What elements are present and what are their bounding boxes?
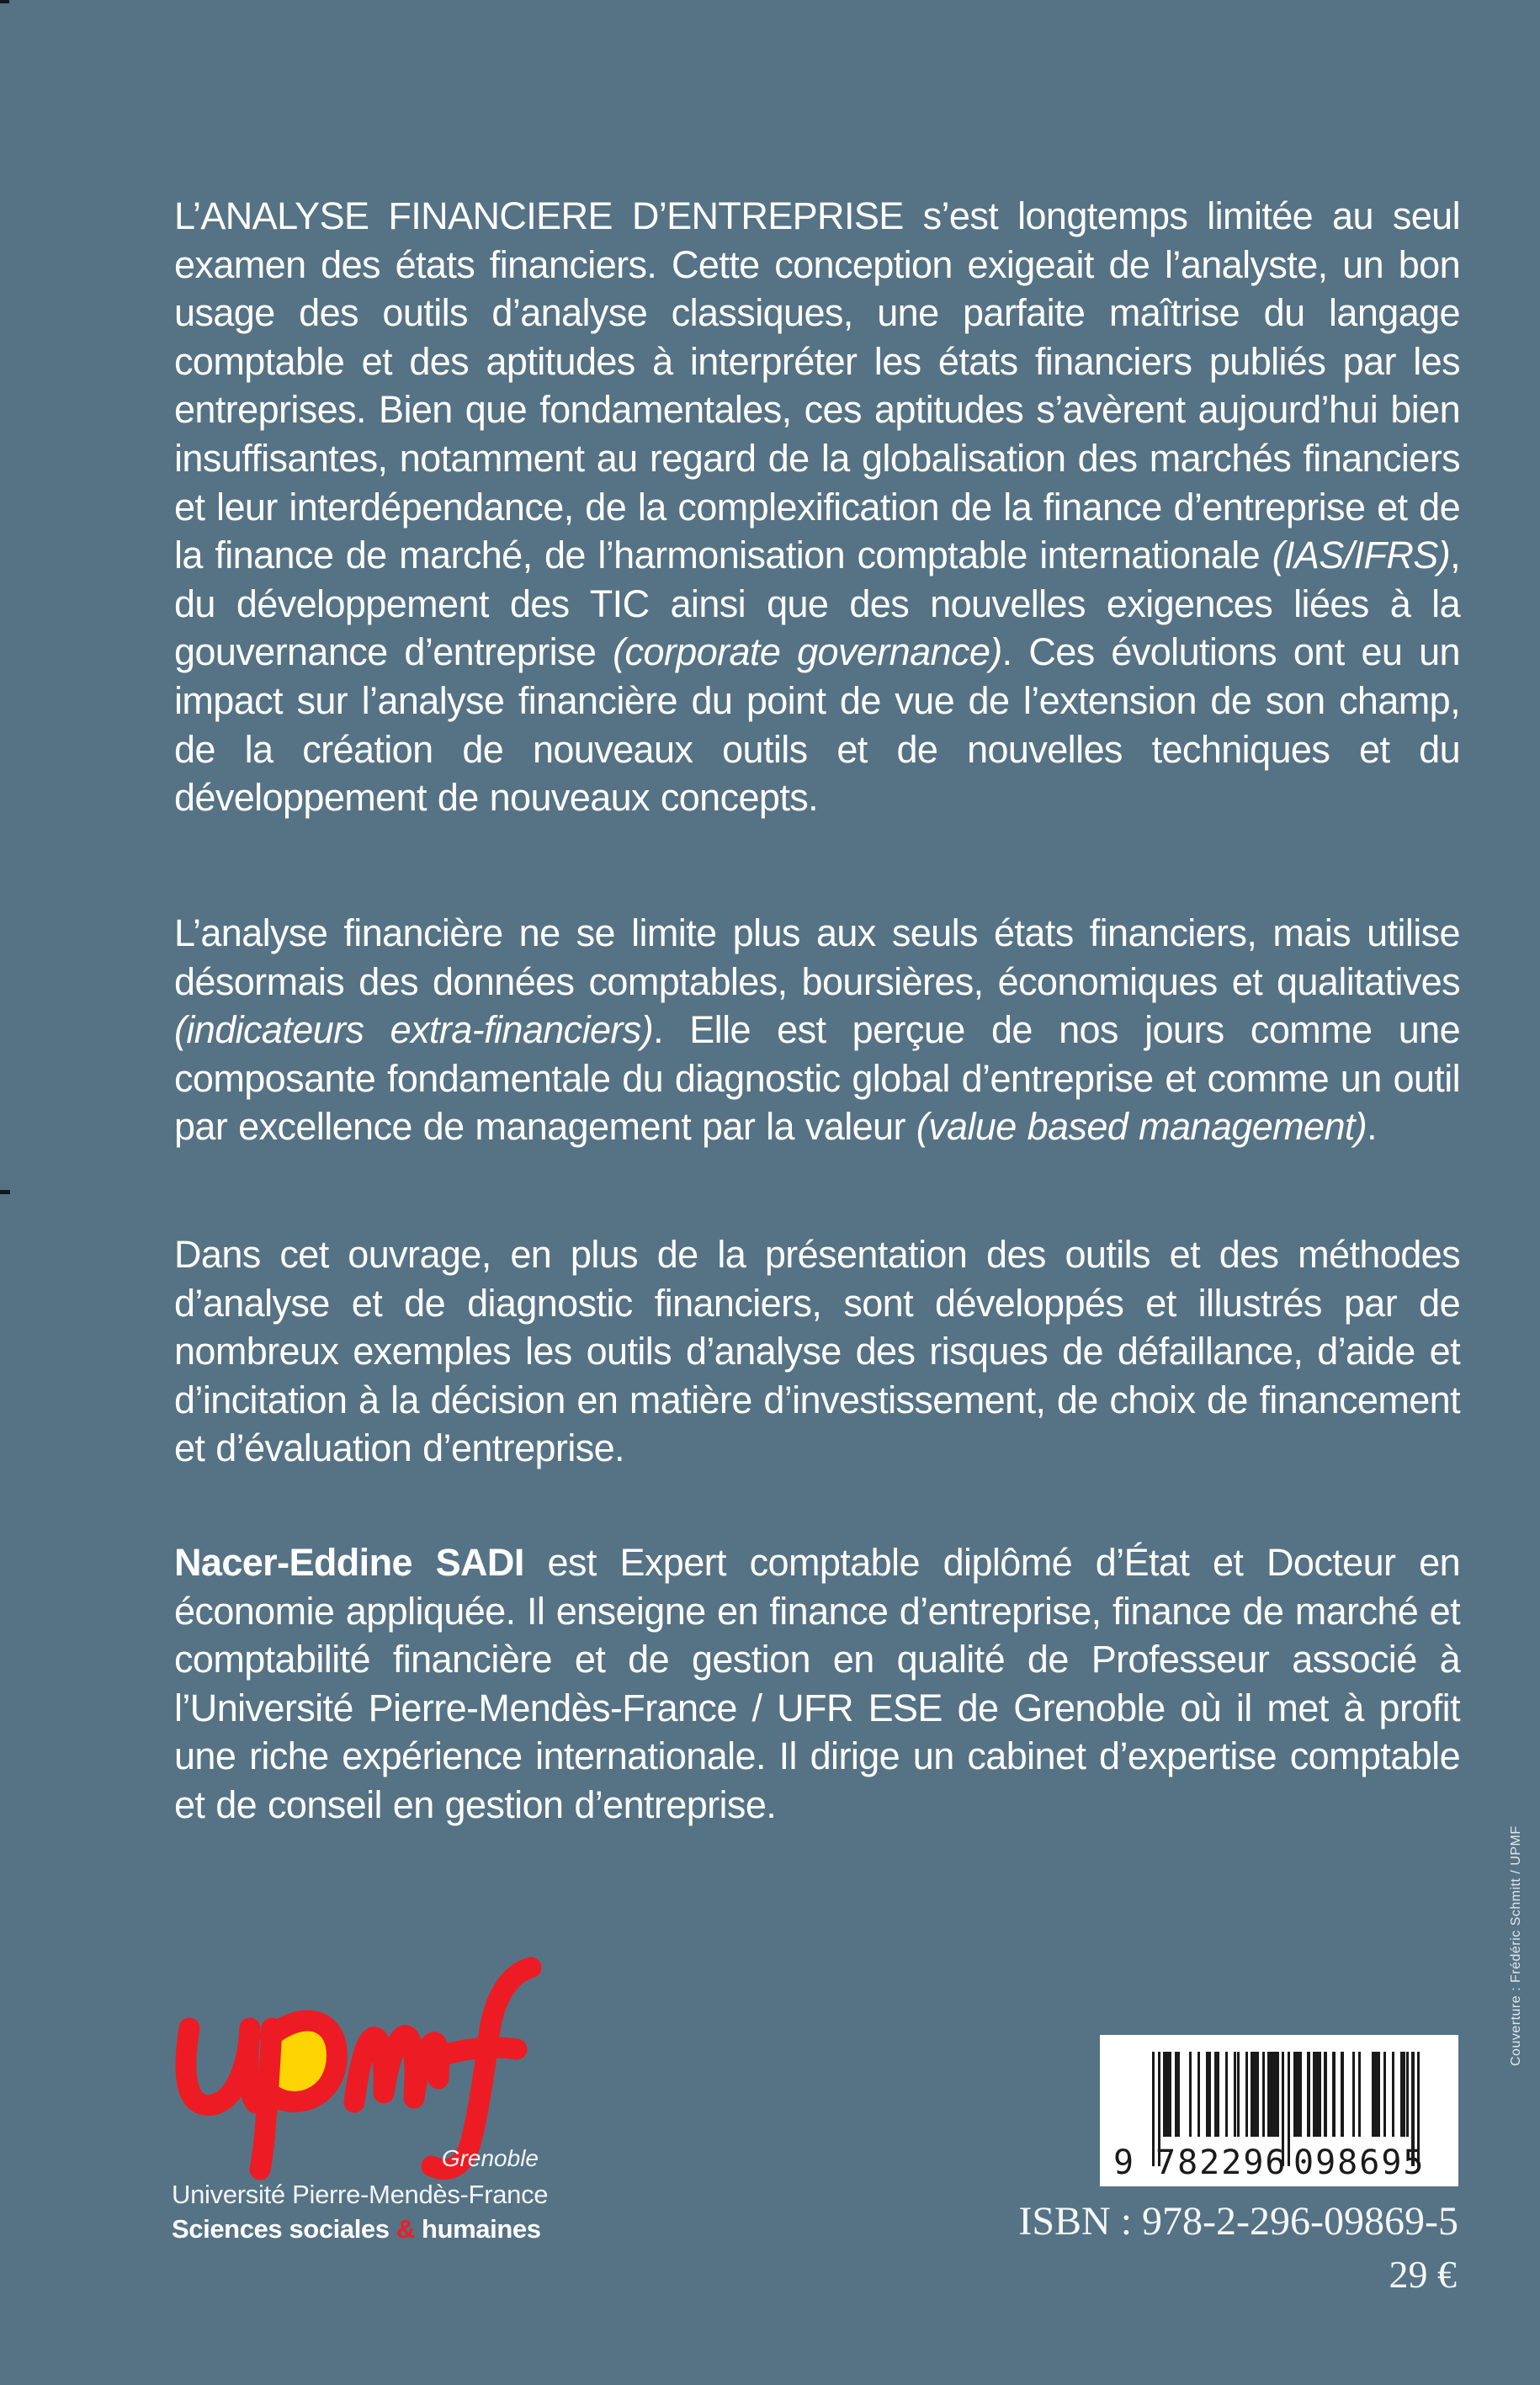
barcode-bar [1152,2052,1155,2166]
publisher-city: Grenoble [441,2145,539,2171]
isbn-text: ISBN : 978-2-296-09869-5 [1018,2199,1458,2244]
barcode-bar [1288,2052,1290,2166]
text-segment: (IAS/IFRS) [1272,534,1451,577]
barcode-bar [1324,2052,1326,2137]
barcode-bar [1237,2052,1240,2137]
synopsis-paragraph-2 [174,909,1460,1151]
crop-mark-left [0,1190,10,1194]
crop-mark-top [0,0,9,3]
barcode-bar [1256,2052,1259,2137]
text-segment: . Ces évolutions ont eu un impact sur l’analyse financière du point de vue de l’extension de son champ, de la création de nouveaux outils et de nouvelles techniques et du développement de nouveaux concepts. [174,630,1460,820]
text-segment: est Expert comptable diplômé d’État et Docteur en économie appliquée. Il enseigne en finance d’entreprise, finance de marché et comptabilité financière et de gestion en qualité de Professeur associé à l’Université Pierre-Mendès-France / UFR ESE de Grenoble où il met à profit une riche expérience internationale. Il dirige un cabinet d’expertise comptable et de conseil en gestion d’entreprise. [174,1541,1460,1826]
barcode-bar [1225,2052,1228,2137]
text-segment: L’ANALYSE FINANCIERE D’ENTREPRISE s’est longtemps limitée au seul examen des états financiers. Cette conception exigeait de l’analyste, un bon usage des outils d’analyse classiques, une parfaite maîtrise du langage comptable et des aptitudes à interpréter les états financiers publiés par les entreprises. Bien que fondamentales, ces aptitudes s’avèrent aujourd’hui bien insuffisantes, notamment au regard de la globalisation des marchés financiers et leur interdépendance, de la complexification de la finance d’entreprise et de la finance de marché, de l’harmonisation comptable internationale [174,194,1460,577]
barcode-digit-lead: 9 [1113,2143,1134,2182]
text-segment: . Elle est perçue de nos jours comme une composante fondamentale du diagnostic global d’entreprise et comme un outil par excellence de management par la valeur [174,1008,1460,1149]
barcode-bar [1319,2052,1321,2137]
text-segment: & [396,2214,415,2244]
barcode-bar [1177,2052,1180,2137]
synopsis-paragraph-1 [174,192,1460,822]
barcode-bar [1189,2052,1192,2137]
barcode-bar [1169,2052,1171,2137]
barcode-digits-group-1: 782296 [1155,2143,1288,2182]
text-segment: (corporate governance) [613,630,1002,674]
price-text: 29 € [1389,2253,1457,2296]
text-segment: humaines [414,2214,541,2244]
barcode-bar [1341,2052,1343,2137]
barcode-bar [1217,2052,1219,2137]
barcode-digits-group-2: 098695 [1293,2143,1426,2182]
barcode-bar [1298,2052,1301,2137]
department-name [172,2214,541,2244]
cover-credit: Couverture : Frédéric Schmitt / UPMF [1509,1825,1523,2066]
barcode-bar [1392,2052,1394,2137]
barcode-bar [1383,2052,1386,2137]
barcode-bar [1262,2052,1265,2137]
text-segment: L’analyse financière ne se limite plus aux seuls états financiers, mais utilise désormais des données comptables, boursières, économiques et qualitatives [174,911,1460,1003]
text-segment: Dans cet ouvrage, en plus de la présentation des outils et des méthodes d’analyse et de diagnostic financiers, sont développés et illustrés par de nombreux exemples les outils d’analyse des risques de défaillance, d’aide et d’incitation à la décision en matière d’investissement, de choix de financement et d’évaluation d’entreprise. [174,1233,1460,1470]
university-name: Université Pierre-Mendès-France [172,2180,549,2209]
barcode-bar [1208,2052,1211,2137]
text-segment: , du développement des TIC ainsi que des nouvelles exigences liées à la gouvernance d’entreprise [174,534,1460,674]
barcode-bar [1378,2052,1380,2137]
author-bio [174,1538,1460,1830]
synopsis-paragraph-3 [174,1230,1460,1473]
barcode-bar [1332,2052,1335,2137]
barcode-bar [1352,2052,1355,2137]
barcode [1100,2035,1458,2186]
barcode-bar [1197,2052,1200,2137]
text-segment: (value based management) [916,1105,1367,1149]
barcode-bar [1245,2052,1248,2137]
barcode-bar [1358,2052,1361,2137]
barcode-bar [1307,2052,1309,2137]
text-segment: Sciences sociales [172,2214,396,2244]
text-segment: (indicateurs extra-financiers) [174,1008,654,1052]
text-segment: . [1367,1105,1378,1149]
barcode-bar [1406,2052,1409,2137]
text-segment: Nacer-Eddine SADI [174,1541,524,1584]
barcode-bar [1276,2052,1278,2137]
